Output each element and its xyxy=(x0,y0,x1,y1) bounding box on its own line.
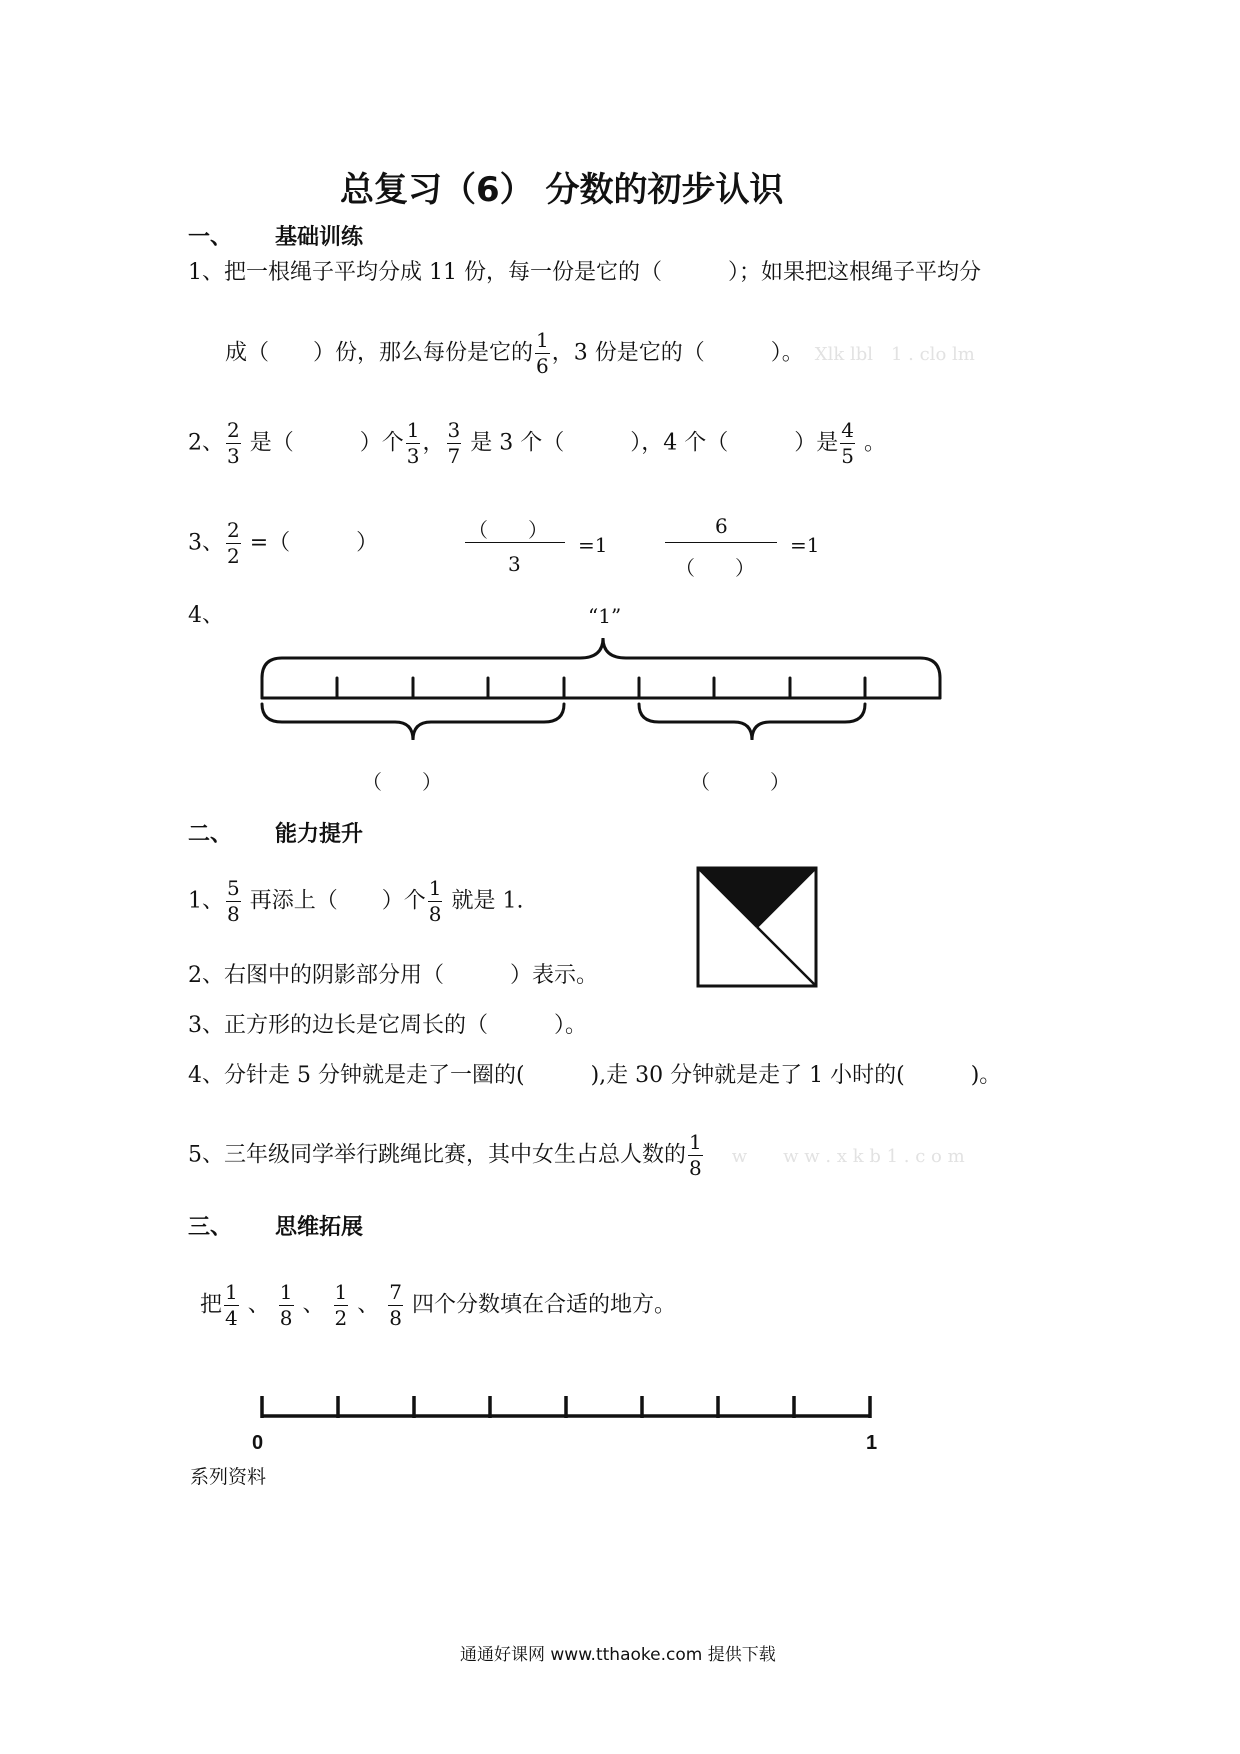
question-2-5 xyxy=(188,1132,965,1179)
fraction-denominator: 2 xyxy=(227,544,240,568)
question-2-2: 2、右图中的阴影部分用（ ）表示。 xyxy=(188,963,598,988)
fraction-1-3 xyxy=(406,420,421,467)
fraction-1-6 xyxy=(535,330,550,377)
fraction-denominator: 6 xyxy=(536,354,549,378)
number-line-end-label: 1 xyxy=(866,1432,878,1454)
fraction-line-blank-over-3 xyxy=(465,542,565,543)
question-1-1-text-b: ，3 份是它的（ ）。 xyxy=(551,340,804,366)
blank-over-3-denominator: 3 xyxy=(508,552,521,576)
question-2-4: 4、分针走 5 分钟就是走了一圈的( ),走 30 分钟就是走了 1 小时的( )。 xyxy=(188,1063,1002,1088)
fraction-numerator: 5 xyxy=(227,876,240,900)
left-brace xyxy=(262,704,564,740)
right-brace xyxy=(639,704,865,740)
fraction-numerator: 7 xyxy=(389,1280,402,1304)
question-2-1 xyxy=(188,878,523,925)
fraction-2-3 xyxy=(226,420,241,467)
question-1-2-prefix: 2、 xyxy=(188,430,224,456)
fraction-denominator: 8 xyxy=(689,1156,702,1180)
question-1-2 xyxy=(188,420,886,467)
section-3-heading: 思维拓展 xyxy=(275,1215,364,1240)
fraction-denominator: 3 xyxy=(227,444,240,468)
question-3-text-0: 把 xyxy=(200,1292,223,1318)
fraction-numerator: 1 xyxy=(279,1280,293,1304)
question-2-3: 3、正方形的边长是它周长的（ ）。 xyxy=(188,1013,587,1038)
fraction-numerator: 1 xyxy=(225,1280,238,1304)
question-1-1-text-a: 成（ ）份，那么每份是它的 xyxy=(225,340,534,366)
question-1-2-text-1: 是（ ）个 xyxy=(249,430,404,456)
fraction-denominator: 5 xyxy=(841,444,854,468)
number-line-start-label: 0 xyxy=(252,1432,264,1454)
fraction-denominator: 2 xyxy=(334,1306,348,1330)
question-2-1-text-1: 再添上（ ）个 xyxy=(249,888,426,914)
fraction-numerator: 4 xyxy=(841,418,854,442)
equals-one-a: =1 xyxy=(578,533,608,557)
fraction-numerator: 2 xyxy=(227,518,240,542)
watermark: w w w . x k b 1 . c o m xyxy=(731,1145,965,1167)
fraction-numerator: 1 xyxy=(536,328,549,352)
question-1-1-line2 xyxy=(225,330,975,377)
section-1-index: 一、 xyxy=(188,225,233,250)
fraction-3-7 xyxy=(447,420,462,467)
question-1-1-line1: 1、把一根绳子平均分成 11 份，每一份是它的（ ）；如果把这根绳子平均分 xyxy=(188,260,981,285)
fraction-denominator: 8 xyxy=(227,902,240,926)
fraction-7-8 xyxy=(388,1282,403,1329)
separator: 、 xyxy=(247,1292,270,1318)
question-3-text-1: 四个分数填在合适的地方。 xyxy=(412,1292,677,1318)
fraction-5-8 xyxy=(226,878,241,925)
series-note: 系列资料 xyxy=(190,1466,267,1488)
question-1-4-prefix: 4、 xyxy=(188,603,224,628)
question-1-3-number: 3、 xyxy=(188,530,224,556)
fraction-numerator: 1 xyxy=(406,418,420,442)
fraction-1-8-girls xyxy=(688,1132,703,1179)
fraction-1-8 xyxy=(428,878,443,925)
footer-credit: 通通好课网 www.tthaoke.com 提供下载 xyxy=(460,1645,776,1665)
section-2-heading: 能力提升 xyxy=(275,822,364,847)
question-1-2-text-2: ， xyxy=(422,430,445,456)
section-3-index: 三、 xyxy=(188,1215,233,1240)
right-brace-blank: （ ） xyxy=(690,770,790,794)
question-3 xyxy=(200,1282,676,1329)
fraction-denominator: 3 xyxy=(406,444,420,468)
question-1-2-text-3: 是 3 个（ ），4 个（ ）是 xyxy=(470,430,839,456)
fraction-numerator: 2 xyxy=(227,418,240,442)
square-figure xyxy=(696,866,820,990)
fraction-denominator: 7 xyxy=(447,444,461,468)
whole-brace xyxy=(262,638,940,678)
blank-over-3-numerator: （ ） xyxy=(468,518,548,542)
left-brace-blank: （ ） xyxy=(362,770,442,794)
equals-one-b: =1 xyxy=(790,533,820,557)
separator: 、 xyxy=(302,1292,325,1318)
fraction-denominator: 8 xyxy=(428,902,442,926)
section-1-heading: 基础训练 xyxy=(275,225,364,250)
separator: 、 xyxy=(357,1292,380,1318)
question-1-3-text-1: =（ ） xyxy=(249,530,379,556)
page-title: 总复习（6） 分数的初步认识 xyxy=(340,170,784,210)
fraction-2-2 xyxy=(226,520,241,567)
six-over-blank-numerator: 6 xyxy=(715,514,728,538)
question-1-2-text-4: 。 xyxy=(863,430,886,456)
segment-bar-diagram xyxy=(0,620,1240,820)
watermark: Xlk lbl 1 . clo lm xyxy=(814,343,975,365)
number-line xyxy=(250,1390,950,1430)
fraction-numerator: 1 xyxy=(689,1130,702,1154)
fraction-denominator: 4 xyxy=(225,1306,238,1330)
section-2-index: 二、 xyxy=(188,822,233,847)
question-2-5-text: 5、三年级同学举行跳绳比赛，其中女生占总人数的 xyxy=(188,1142,686,1168)
fraction-numerator: 1 xyxy=(428,876,442,900)
shaded-triangle xyxy=(698,868,816,927)
fraction-4-5 xyxy=(840,420,855,467)
fraction-denominator: 8 xyxy=(279,1306,293,1330)
fraction-denominator: 8 xyxy=(389,1306,402,1330)
fraction-1-8 xyxy=(279,1282,294,1329)
question-2-1-text-2: 就是 1. xyxy=(451,888,524,914)
question-2-1-number: 1、 xyxy=(188,888,224,914)
fraction-1-2 xyxy=(334,1282,349,1329)
fraction-numerator: 1 xyxy=(334,1280,348,1304)
question-1-3-prefix xyxy=(188,520,378,567)
fraction-1-4 xyxy=(224,1282,239,1329)
six-over-blank-denominator: （ ） xyxy=(675,556,755,580)
fraction-numerator: 3 xyxy=(447,418,461,442)
whole-label: “1” xyxy=(588,604,622,628)
fraction-line-six-over-blank xyxy=(665,542,777,543)
